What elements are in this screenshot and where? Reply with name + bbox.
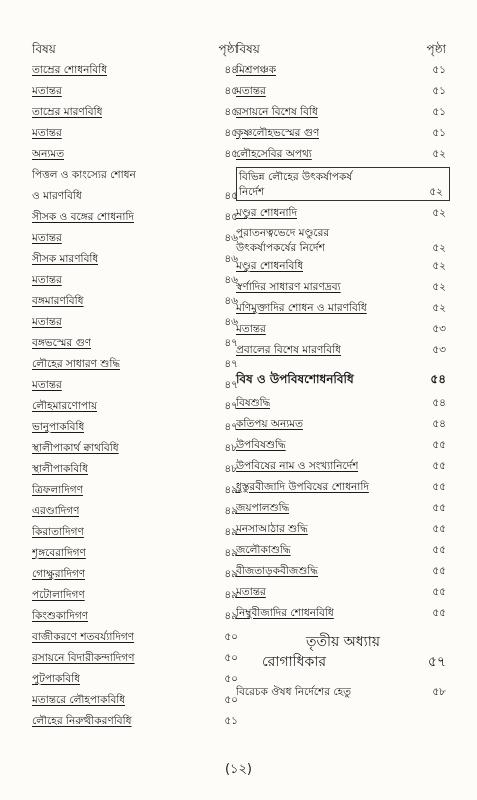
- right-column: [236, 40, 450, 703]
- toc-entry: [32, 291, 242, 312]
- toc-entry-page: ৫৪: [432, 397, 446, 409]
- toc-entry-page: ৪৯: [224, 547, 238, 559]
- toc-entry-page: ৪৯: [224, 484, 238, 496]
- toc-entry-title: তাম্রের শোধনবিধি: [32, 64, 108, 76]
- toc-entry: [236, 393, 450, 414]
- toc-entry: [32, 333, 242, 354]
- right-entry-list-a: [236, 60, 450, 165]
- toc-entry-page: ৪৮: [224, 463, 238, 475]
- toc-entry: [32, 312, 242, 333]
- toc-entry: [32, 228, 242, 249]
- subject-heading: বিষয়: [32, 42, 56, 56]
- toc-entry: [32, 480, 242, 501]
- right-entry-list-b: [236, 203, 450, 224]
- toc-entry-title: বিরেচক ঔষধ নির্দেশের হেতু: [236, 686, 352, 698]
- right-entry-list-d: [236, 393, 450, 624]
- toc-entry-title: ও মারণবিধি: [32, 190, 82, 202]
- toc-entry: [32, 648, 242, 669]
- toc-entry-title: গোক্ষুরাদিগণ: [32, 568, 86, 580]
- toc-entry: [32, 249, 242, 270]
- toc-entry: [236, 298, 450, 319]
- toc-entry-title: শৃঙ্গবেরাদিগণ: [32, 547, 86, 559]
- page-heading: পৃষ্ঠা: [218, 42, 238, 56]
- toc-entry-page: ৪৯: [224, 568, 238, 580]
- toc-entry-title: স্থালীপাকবিধি: [32, 463, 89, 475]
- toc-entry-title: মতান্তর: [32, 379, 62, 391]
- toc-entry: [236, 340, 450, 361]
- toc-entry: [32, 438, 242, 459]
- toc-entry: [236, 519, 450, 540]
- chapter-page: ৫৭: [427, 654, 446, 670]
- toc-entry-page: ৪৬: [224, 295, 238, 307]
- toc-entry-title: স্বর্ণাদির সাধারণ মারণদ্রব্য: [236, 281, 341, 293]
- right-entry-list-c: [236, 256, 450, 361]
- toc-entry-title: অন্যমত: [32, 148, 65, 160]
- toc-entry-title: উপবিষশুদ্ধি: [236, 439, 286, 451]
- toc-entry-title: জয়পালশুদ্ধি: [236, 502, 290, 514]
- toc-entry: [236, 319, 450, 340]
- toc-entry-page: ৪৯: [224, 526, 238, 538]
- toc-entry-page: ৫৫: [432, 523, 446, 535]
- toc-entry-two-line: [236, 224, 450, 256]
- toc-entry: [32, 711, 242, 732]
- toc-entry: [236, 582, 450, 603]
- toc-entry-title: তাম্রের মারণবিধি: [32, 106, 103, 118]
- toc-entry: [32, 144, 242, 165]
- toc-entry-page: ৪৬: [224, 316, 238, 328]
- toc-entry-title: রসায়নে বিদারীকন্দাদিগণ: [32, 652, 135, 664]
- toc-entry-title: ভানুপাকবিধি: [32, 421, 85, 433]
- toc-entry-page: ৫৪: [432, 418, 446, 430]
- toc-entry-title: সীসক মারণবিধি: [32, 253, 99, 265]
- toc-entry-title: কৃষ্ণলৌহভস্মের গুণ: [236, 127, 320, 139]
- toc-entry-page: ৫১: [224, 715, 238, 727]
- toc-entry: [236, 561, 450, 582]
- toc-entry-title: কিরাতাদিগণ: [32, 526, 84, 538]
- toc-entry: [236, 456, 450, 477]
- toc-entry: [32, 459, 242, 480]
- toc-entry-title: জলৌকাশুদ্ধি: [236, 544, 291, 556]
- section-heading: [236, 365, 450, 393]
- toc-entry: [236, 540, 450, 561]
- toc-entry: [236, 256, 450, 277]
- toc-entry-title: ধুস্তুরবীজাদি উপবিষের শোধনাদি: [236, 481, 369, 493]
- toc-entry-page: ৫২: [429, 186, 443, 198]
- toc-entry-page: ৫৫: [432, 481, 446, 493]
- toc-entry-page: ৫৫: [432, 544, 446, 556]
- toc-entry-line1: বিভিন্ন লৌহের উৎকর্ষাপকর্ষ: [239, 171, 353, 183]
- toc-entry-title: বাজীকরণে শতবর্য্যাদিগণ: [32, 631, 135, 643]
- section-title: বিষ ও উপবিষশোধনবিধি: [236, 372, 354, 386]
- toc-entry-title: লৌহমারণোপায়: [32, 400, 98, 412]
- toc-entry: [32, 543, 242, 564]
- toc-entry: [32, 564, 242, 585]
- toc-entry: [32, 165, 242, 186]
- toc-entry-title: মতান্তর: [32, 232, 62, 244]
- toc-entry-title: পিত্তল ও কাংস্যের শোধন: [32, 169, 136, 181]
- subject-heading: বিষয়: [236, 42, 260, 56]
- toc-entry-title: সীসক ও বঙ্গের শোধনাদি: [32, 211, 134, 223]
- toc-entry-page: ৫৮: [432, 686, 446, 698]
- toc-entry-page: ৫৫: [432, 565, 446, 577]
- toc-entry-page: ৪৬: [224, 274, 238, 286]
- toc-entry-title: বঙ্গভস্মের গুণ: [32, 337, 92, 349]
- toc-entry-page: ৪৬: [224, 253, 238, 265]
- toc-entry-page: ৫৫: [432, 439, 446, 451]
- toc-entry-title: মতান্তর: [236, 323, 266, 335]
- toc-entry-title: বীজতাড়কবীজশুদ্ধি: [236, 565, 318, 577]
- toc-entry-title: মতান্তর: [236, 586, 266, 598]
- toc-entry: [32, 354, 242, 375]
- toc-entry: [32, 81, 242, 102]
- toc-entry: [32, 690, 242, 711]
- toc-entry-title: মতান্তর: [236, 85, 266, 97]
- toc-entry-page: ৪৯: [224, 505, 238, 517]
- toc-entry-page: ৫১: [432, 85, 446, 97]
- page-heading: পৃষ্ঠা: [426, 42, 446, 56]
- toc-entry-page: ৫১: [432, 64, 446, 76]
- toc-entry: [32, 606, 242, 627]
- toc-entry-page: ৪৭: [224, 358, 238, 370]
- toc-entry: [32, 375, 242, 396]
- toc-entry: [32, 207, 242, 228]
- toc-entry: [32, 396, 242, 417]
- toc-entry-title: মতান্তরে লৌহপাকবিধি: [32, 694, 126, 706]
- toc-entry-page: ৪৫: [224, 85, 238, 97]
- toc-entry-page: ৫৫: [432, 460, 446, 472]
- toc-entry: [236, 682, 450, 703]
- toc-entry-page: ৫২: [432, 242, 446, 254]
- toc-entry-page: ৪৭: [224, 379, 238, 391]
- toc-entry-title: প্রবালের বিশেষ মারণবিধি: [236, 344, 342, 356]
- toc-entry-page: ৪৭: [224, 337, 238, 349]
- toc-entry: [32, 627, 242, 648]
- toc-entry-page: ৫০: [224, 694, 238, 706]
- toc-entry-page: ৪৪: [224, 64, 238, 76]
- toc-entry-page: ৫১: [432, 106, 446, 118]
- chapter-subtitle-row: [236, 652, 450, 672]
- toc-entry: [32, 60, 242, 81]
- toc-entry-page: ৫২: [432, 148, 446, 160]
- toc-entry-title: নিম্বুবীজাদির শোধনবিধি: [236, 607, 334, 619]
- page-number: (১২): [224, 762, 253, 777]
- toc-entry: [32, 123, 242, 144]
- toc-entry-page: ৪৫: [224, 106, 238, 118]
- toc-entry-page: ৫৫: [432, 607, 446, 619]
- toc-entry-title: এরণ্ডাদিগণ: [32, 505, 80, 517]
- toc-entry: [236, 60, 450, 81]
- toc-entry: [236, 144, 450, 165]
- toc-entry: [32, 270, 242, 291]
- toc-entry-title: মতান্তর: [32, 274, 62, 286]
- toc-entry-title: মনসাআঠার শুদ্ধি: [236, 523, 308, 535]
- toc-entry-title: মণিমুক্তাদির শোধন ও মারণবিধি: [236, 302, 367, 314]
- toc-entry-page: ৪৭: [224, 421, 238, 433]
- toc-entry: [236, 123, 450, 144]
- toc-entry-page: ৫৫: [432, 502, 446, 514]
- toc-entry: [236, 477, 450, 498]
- right-header: [236, 40, 450, 58]
- toc-entry-title: মতান্তর: [32, 316, 62, 328]
- toc-entry-page: ৫১: [432, 127, 446, 139]
- toc-entry-title: লৌহসেবির অপথ্য: [236, 148, 312, 160]
- toc-entry-title: উপবিষের নাম ও সংখ্যানির্দেশ: [236, 460, 359, 472]
- toc-entry-page: ৪৫: [224, 127, 238, 139]
- toc-entry-page: ৪৬: [224, 232, 238, 244]
- toc-entry-title: বঙ্গমারণবিধি: [32, 295, 84, 307]
- toc-entry-title: লৌহের সাধারণ শুদ্ধি: [32, 358, 121, 370]
- toc-entry-title: ত্রিফলাদিগণ: [32, 484, 84, 496]
- toc-entry: [236, 435, 450, 456]
- left-header: [32, 40, 242, 58]
- chapter-subtitle: রোগাধিকার: [262, 654, 327, 670]
- toc-entry-page: ৪৮: [224, 442, 238, 454]
- toc-entry: [32, 522, 242, 543]
- toc-entry: [236, 414, 450, 435]
- toc-entry-line1: পুরাতনত্বভেদে মণ্ডুরের: [236, 227, 330, 239]
- toc-entry: [32, 186, 242, 207]
- toc-entry-title: পটোলাদিগণ: [32, 589, 85, 601]
- toc-entry-page: ৫৫: [432, 586, 446, 598]
- toc-entry-title: মতান্তর: [32, 127, 62, 139]
- toc-entry: [236, 603, 450, 624]
- toc-entry-page: ৪৫: [224, 211, 238, 223]
- toc-entry-page: ৫২: [432, 260, 446, 272]
- chapter-title: তৃতীয় অধ্যায়: [305, 634, 381, 650]
- toc-entry: [236, 277, 450, 298]
- toc-entry-title: মতান্তর: [32, 85, 62, 97]
- toc-entry: [236, 203, 450, 224]
- toc-entry-two-line: [236, 167, 450, 201]
- toc-entry-title: কিংশুকাদিগণ: [32, 610, 89, 622]
- toc-entry-page: ৫০: [224, 652, 238, 664]
- toc-entry-title: লৌহের নিরুত্থীকরণবিধি: [32, 715, 132, 727]
- toc-entry-title: পুটপাকবিধি: [32, 673, 81, 685]
- toc-entry-page: ৪৫: [224, 148, 238, 160]
- toc-entry-page: ৫২: [432, 281, 446, 293]
- toc-entry-page: ৫৩: [432, 323, 446, 335]
- toc-entry-line2: নির্দেশ: [239, 186, 265, 198]
- toc-entry-page: ৪৯: [224, 610, 238, 622]
- toc-entry-page: ৪৭: [224, 400, 238, 412]
- toc-entry-page: ৫০: [224, 631, 238, 643]
- toc-entry-title: রসায়নে বিশেষ বিধি: [236, 106, 318, 118]
- section-page: ৫৪: [430, 372, 446, 386]
- toc-entry: [236, 498, 450, 519]
- toc-entry: [236, 102, 450, 123]
- toc-entry-line2: উৎকর্ষাপকর্ষের নির্দেশ: [236, 242, 325, 254]
- toc-entry-title: মণ্ডুর শোধনাদি: [236, 207, 298, 219]
- toc-entry: [32, 501, 242, 522]
- toc-entry: [32, 585, 242, 606]
- toc-entry-title: স্থালীপাকার্থ ক্বাথবিধি: [32, 442, 119, 454]
- toc-entry-page: ৫০: [224, 673, 238, 685]
- toc-entry-page: ৪৯: [224, 589, 238, 601]
- left-entry-list: [32, 60, 242, 732]
- toc-entry-title: বিষশুদ্ধি: [236, 397, 271, 409]
- toc-entry: [32, 669, 242, 690]
- toc-entry-title: মণ্ডুর শোধনবিধি: [236, 260, 304, 272]
- toc-entry-page: ৫২: [432, 302, 446, 314]
- toc-entry-page: ৫৩: [432, 344, 446, 356]
- toc-entry-page: ৪৫: [224, 190, 238, 202]
- toc-entry-page: ৫২: [432, 207, 446, 219]
- left-column: [32, 40, 242, 732]
- toc-entry-title: কতিপয় অন্যমত: [236, 418, 303, 430]
- toc-entry: [236, 81, 450, 102]
- toc-entry: [32, 102, 242, 123]
- toc-entry: [32, 417, 242, 438]
- toc-entry-title: মিশ্রপঞ্চক: [236, 64, 277, 76]
